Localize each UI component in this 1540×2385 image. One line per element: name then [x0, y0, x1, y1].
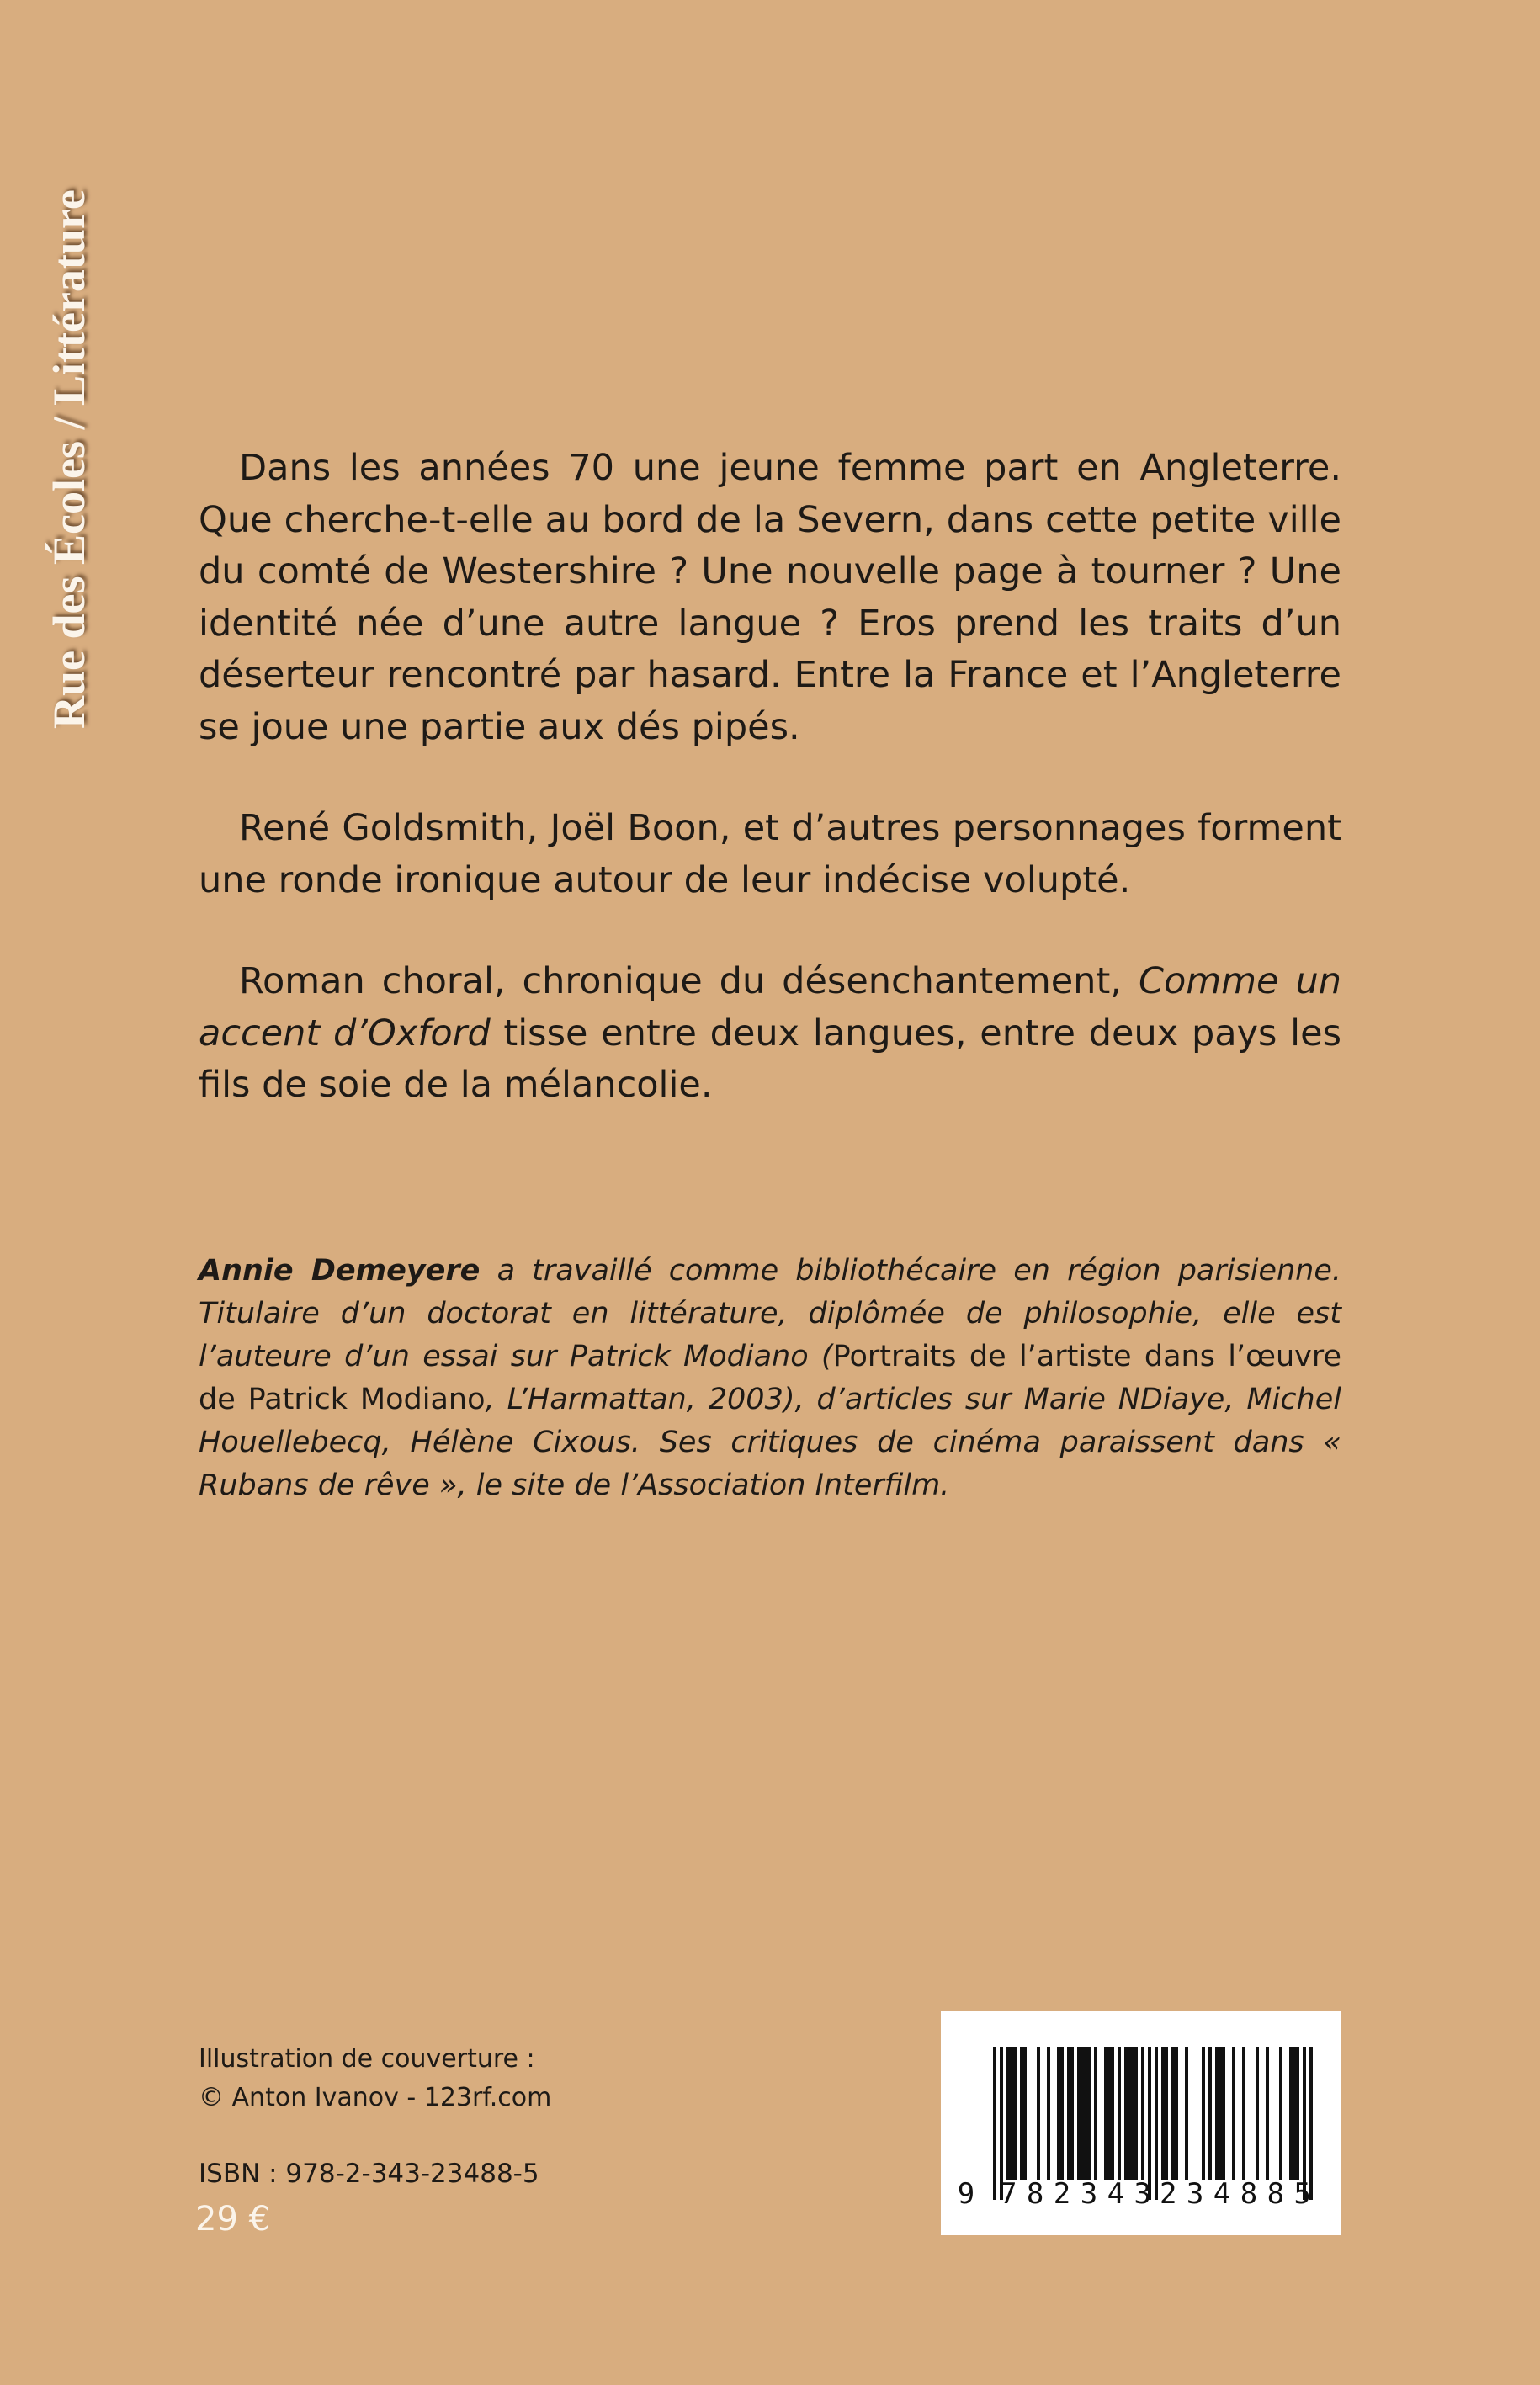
barcode-bar: [1215, 2047, 1225, 2180]
barcode-bar: [1266, 2047, 1269, 2180]
barcode-bar: [1077, 2047, 1091, 2180]
barcode-bar: [1242, 2047, 1245, 2180]
barcode-bar: [993, 2047, 996, 2200]
barcode-bar: [1256, 2047, 1259, 2180]
barcode-bar: [1161, 2047, 1168, 2180]
barcode-bar: [1094, 2047, 1097, 2180]
blurb-paragraph-3: [199, 956, 1341, 1112]
barcode-bar: [1289, 2047, 1299, 2180]
barcode-bar: [1020, 2047, 1027, 2180]
barcode-bar: [1202, 2047, 1205, 2180]
barcode-bar: [1141, 2047, 1144, 2180]
barcode-bar: [1057, 2047, 1064, 2180]
blurb-p3-intro: Roman choral, chronique du désenchantement,: [239, 960, 1139, 1002]
back-cover-blurb: [199, 443, 1341, 1161]
cover-illustration-credits: [199, 2040, 788, 2117]
barcode-bar: [1279, 2047, 1282, 2180]
essay-title: Portraits de l’artiste dans l’œuvre de Patrick Modiano: [199, 1340, 1342, 1416]
barcode-bar: [1037, 2047, 1040, 2180]
barcode-first-digit: 9: [957, 2177, 975, 2211]
blurb-p3-rest: tisse entre deux langues, entre deux pays les fils de soie de la mélancolie.: [199, 1012, 1341, 1106]
book-title: Comme un accent d’Oxford: [199, 960, 1341, 1054]
credits-author: © Anton Ivanov - 123rf.com: [199, 2083, 552, 2112]
spine-collection-label: Rue des Écoles / Littérature: [44, 189, 94, 729]
author-bio: [199, 1250, 1341, 1507]
barcode-bar: [1067, 2047, 1074, 2180]
price-label: 29 €: [195, 2200, 271, 2239]
barcode-bar: [1171, 2047, 1178, 2180]
bio-text-2: , L’Harmattan, 2003), d’articles sur Marie NDiaye, Michel Houellebecq, Hélène Cixous. Ses critiques de cinéma paraissent dans « Rubans de rêve », le site de l’Association Interfilm.: [199, 1383, 1341, 1502]
barcode-left-group: 782343: [1000, 2177, 1151, 2211]
credits-label: Illustration de couverture :: [199, 2044, 535, 2074]
barcode-bar: [1006, 2047, 1017, 2180]
author-name: Annie Demeyere: [199, 1254, 481, 1288]
barcode-bar: [1104, 2047, 1114, 2180]
isbn-number: ISBN : 978-2-343-23488-5: [199, 2159, 539, 2189]
barcode-bar: [1124, 2047, 1138, 2180]
barcode-bar: [1118, 2047, 1121, 2180]
blurb-paragraph-2: René Goldsmith, Joël Boon, et d’autres personnages forment une ronde ironique autour de leur indécise volupté.: [199, 807, 1341, 901]
barcode-bar: [1047, 2047, 1050, 2180]
barcode-bar: [1185, 2047, 1188, 2180]
barcode-graphic: [941, 2011, 1341, 2235]
barcode-bar: [1232, 2047, 1235, 2180]
barcode: [941, 2011, 1341, 2235]
blurb-paragraph-1: Dans les années 70 une jeune femme part en Angleterre. Que cherche-t-elle au bord de la Severn, dans cette petite ville du comté de Westershire ? Une nouvelle page à tourner ? Une identité née d’une autre langue ? Eros prend les traits d’un déserteur rencontré par hasard. Entre la France et l’Angleterre se joue une partie aux dés pipés.: [199, 447, 1341, 748]
bio-text-1: a travaillé comme bibliothécaire en région parisienne. Titulaire d’un doctorat en littérature, diplômée de philosophie, elle est l’auteure d’un essai sur Patrick Modiano (: [199, 1254, 1341, 1373]
barcode-right-group: 234885: [1160, 2177, 1311, 2211]
barcode-bar: [1208, 2047, 1212, 2180]
barcode-bar: [1155, 2047, 1158, 2200]
